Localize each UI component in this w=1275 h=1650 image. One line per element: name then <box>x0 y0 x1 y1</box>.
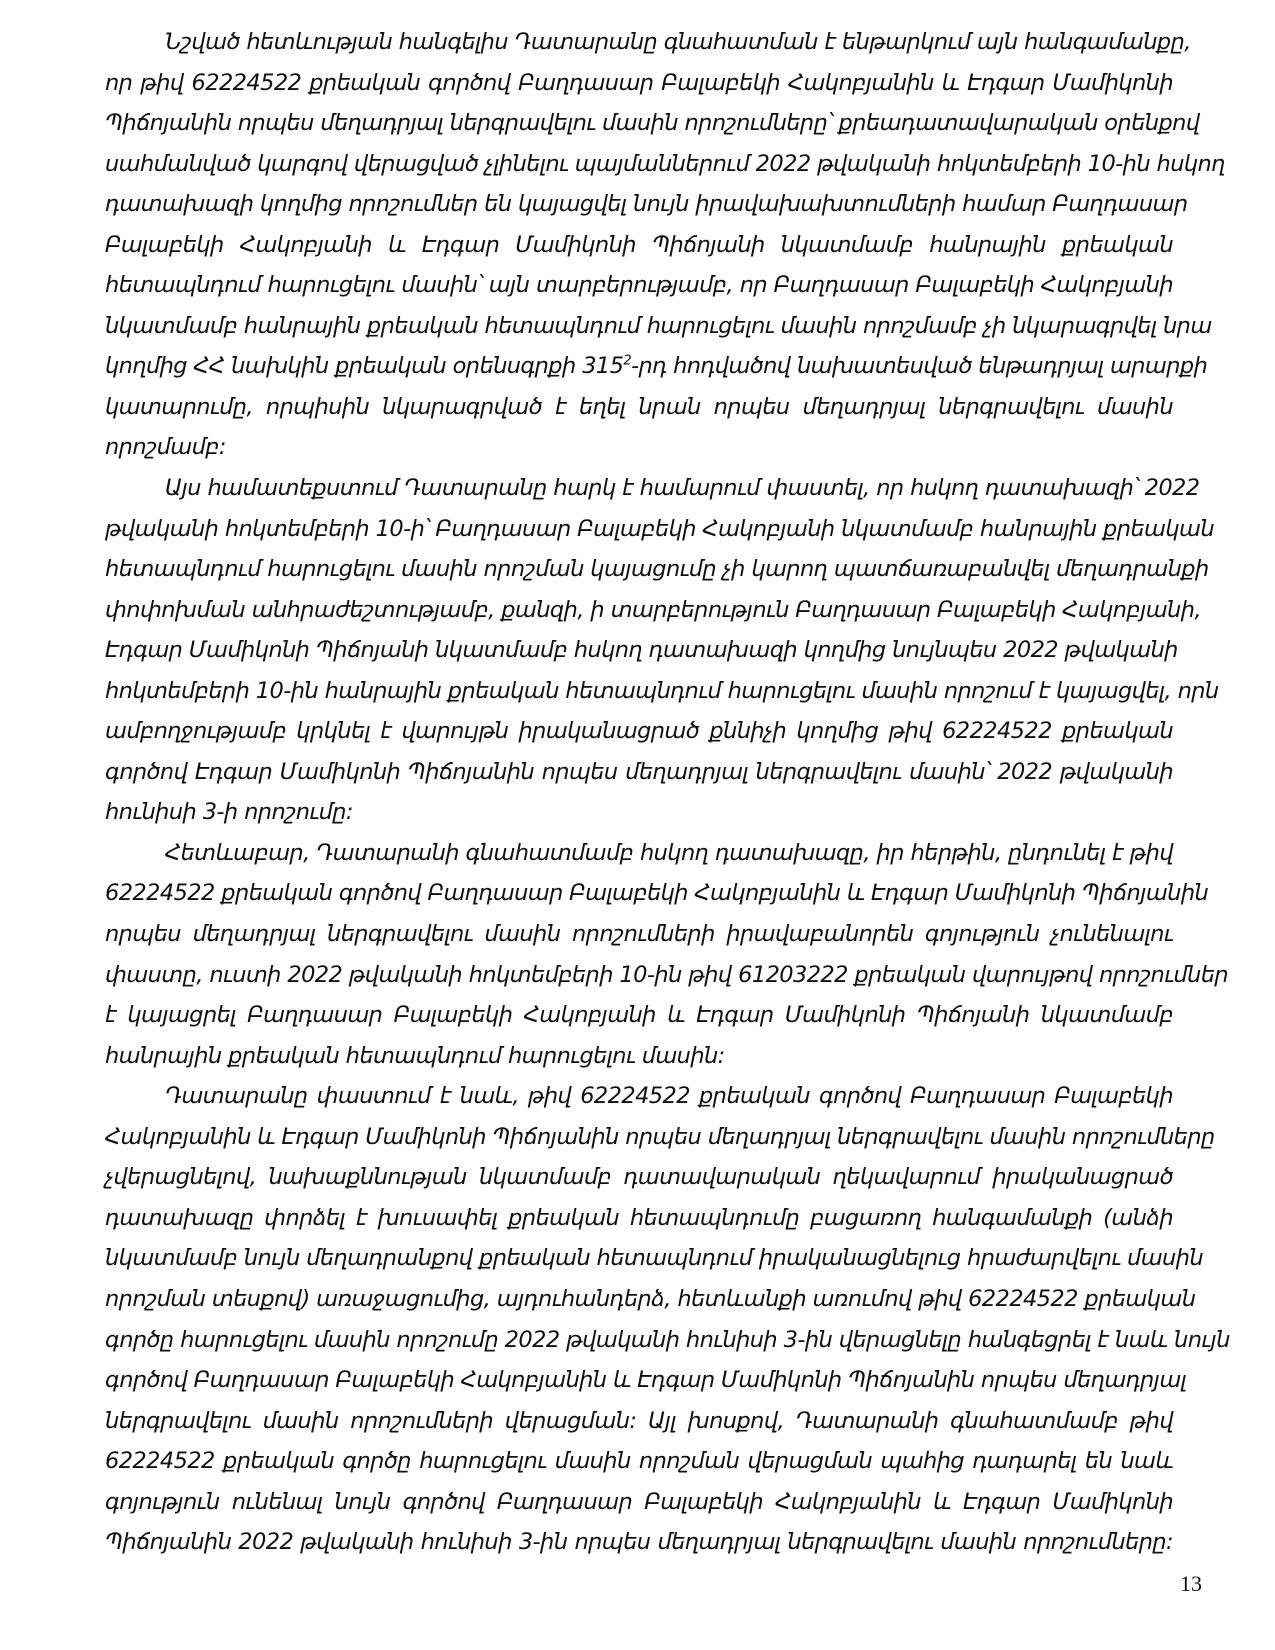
paragraph-4 <box>105 1076 1230 1563</box>
text-line: Պիճոյանին որպես մեղադրյալ ներգրավելու մասին որոշումները՝ քրեադատավարական օրենքով <box>105 110 1200 137</box>
text-line: գործը հարուցելու մասին որոշումը 2022 թվականի հունիսի 3-ին վերացնելը հանգեցրել է նաև նույն <box>105 1326 1230 1353</box>
text-line: հանրային քրեական հետապնդում հարուցելու մասին: <box>105 1042 725 1069</box>
text-line: որպես մեղադրյալ ներգրավելու մասին որոշումների իրավաբանորեն գոյություն չունենալու <box>105 921 1173 948</box>
document-body <box>105 22 1230 1563</box>
text-after-superscript: -րդ հոդվածով նախատեսված ենթադրյալ արարքի <box>631 353 1208 380</box>
text-line: սահմանված կարգով վերացված չլինելու պայմաններում 2022 թվականի հոկտեմբերի 10-ին հսկող <box>105 150 1225 177</box>
text-line: գոյություն ունենալ նույն գործով Բաղդասար Բալաբեկի Հակոբյանին և Էդգար Մամիկոնի <box>105 1488 1173 1515</box>
text-line: 62224522 քրեական գործը հարուցելու մասին որոշման վերացման պահից դադարել են նաև <box>105 1448 1173 1475</box>
paragraph-2 <box>105 468 1219 833</box>
text-line: Բալաբեկի Հակոբյանի և Էդգար Մամիկոնի Պիճոյանի նկատմամբ հանրային քրեական <box>105 231 1173 258</box>
text-line: Դատարանը փաստում է նաև, թիվ 62224522 քրեական գործով Բաղդասար Բալաբեկի <box>165 1083 1173 1110</box>
text-before-superscript: կողմից ՀՀ նախկին քրեական օրենսգրքի 315 <box>105 353 624 380</box>
text-line: դատախազը փորձել է խուսափել քրեական հետապնդումը բացառող հանգամանքի (անձի <box>105 1204 1173 1231</box>
text-line: նկատմամբ նույն մեղադրանքով քրեական հետապնդում իրականացնելուց հրաժարվելու մասին <box>105 1245 1204 1272</box>
text-line: Պիճոյանին 2022 թվականի հունիսի 3-ին որպես մեղադրյալ ներգրավելու մասին որոշումները: <box>105 1529 1173 1556</box>
text-line: որոշման տեսքով) առաջացումից, այդուհանդերձ, հետևանքի առումով թիվ 62224522 քրեական <box>105 1285 1196 1312</box>
text-line: թվականի հոկտեմբերի 10-ի՝ Բաղդասար Բալաբեկի Հակոբյանի նկատմամբ հանրային քրեական <box>105 515 1215 542</box>
text-line: ներգրավելու մասին որոշումների վերացման: Այլ խոսքով, Դատարանի գնահատմամբ թիվ <box>105 1407 1173 1434</box>
text-line: Հակոբյանին և Էդգար Մամիկոնի Պիճոյանին որպես մեղադրյալ ներգրավելու մասին որոշումները <box>105 1123 1215 1150</box>
text-line: ամբողջությամբ կրկնել է վարույթն իրականացրած քննիչի կողմից թիվ 62224522 քրեական <box>105 718 1173 745</box>
paragraph-3 <box>105 833 1229 1076</box>
text-line: դատախազի կողմից որոշումներ են կայացվել նույն իրավախախտումների համար Բաղդասար <box>105 191 1188 218</box>
text-line: գործով Բաղդասար Բալաբեկի Հակոբյանին և Էդգար Մամիկոնի Պիճոյանին որպես մեղադրյալ <box>105 1367 1187 1394</box>
text-line: Այս համատեքստում Դատարանը հարկ է համարում փաստել, որ հսկող դատախազի՝ 2022 <box>165 475 1200 502</box>
text-line: փաստը, ուստի 2022 թվականի հոկտեմբերի 10-ին թիվ 61203222 քրեական վարույթով որոշումներ <box>105 961 1229 988</box>
text-line: հետապնդում հարուցելու մասին որոշման կայացումը չի կարող պատճառաբանվել մեղադրանքի <box>105 556 1209 583</box>
text-line: որ թիվ 62224522 քրեական գործով Բաղդասար Բալաբեկի Հակոբյանին և Էդգար Մամիկոնի <box>105 69 1173 96</box>
text-line: գործով Էդգար Մամիկոնի Պիճոյանին որպես մեղադրյալ ներգրավելու մասին՝ 2022 թվականի <box>105 758 1173 785</box>
page-number: 13 <box>1180 1571 1202 1596</box>
text-line: հոկտեմբերի 10-ին հանրային քրեական հետապնդում հարուցելու մասին որոշում է կայացվել, որն <box>105 677 1219 704</box>
text-line: փոփոխման անհրաժեշտությամբ, քանզի, ի տարբերություն Բաղդասար Բալաբեկի Հակոբյանի, <box>105 596 1201 623</box>
text-line: Հետևաբար, Դատարանի գնահատմամբ հսկող դատախազը, իր հերթին, ընդունել է թիվ <box>165 839 1173 866</box>
article-superscript: 2 <box>623 353 632 369</box>
text-line: հունիսի 3-ի որոշումը: <box>105 799 353 826</box>
text-line: նկատմամբ հանրային քրեական հետապնդում հարուցելու մասին որոշմամբ չի նկարագրվել նրա <box>105 312 1212 339</box>
text-line: չվերացնելով, նախաքննության նկատմամբ դատավարական ղեկավարում իրականացրած <box>105 1164 1173 1191</box>
text-line: կատարումը, որպիսին նկարագրված է եղել նրան որպես մեղադրյալ ներգրավելու մասին <box>105 393 1173 420</box>
text-line: Էդգար Մամիկոնի Պիճոյանի նկատմամբ հսկող դատախազի կողմից նույնպես 2022 թվականի <box>105 637 1178 664</box>
text-line-with-superscript <box>105 346 1208 387</box>
paragraph-1 <box>105 22 1225 468</box>
text-line: 62224522 քրեական գործով Բաղդասար Բալաբեկի Հակոբյանին և Էդգար Մամիկոնի Պիճոյանին <box>105 880 1209 907</box>
text-line: է կայացրել Բաղդասար Բալաբեկի Հակոբյանի և Էդգար Մամիկոնի Պիճոյանի նկատմամբ <box>105 1002 1173 1029</box>
text-line: Նշված հետևության հանգելիս Դատարանը գնահատման է ենթարկում այն հանգամանքը, <box>165 29 1191 55</box>
text-line: հետապնդում հարուցելու մասին՝ այն տարբերությամբ, որ Բաղդասար Բալաբեկի Հակոբյանի <box>105 272 1173 299</box>
text-line: որոշմամբ: <box>105 434 226 461</box>
